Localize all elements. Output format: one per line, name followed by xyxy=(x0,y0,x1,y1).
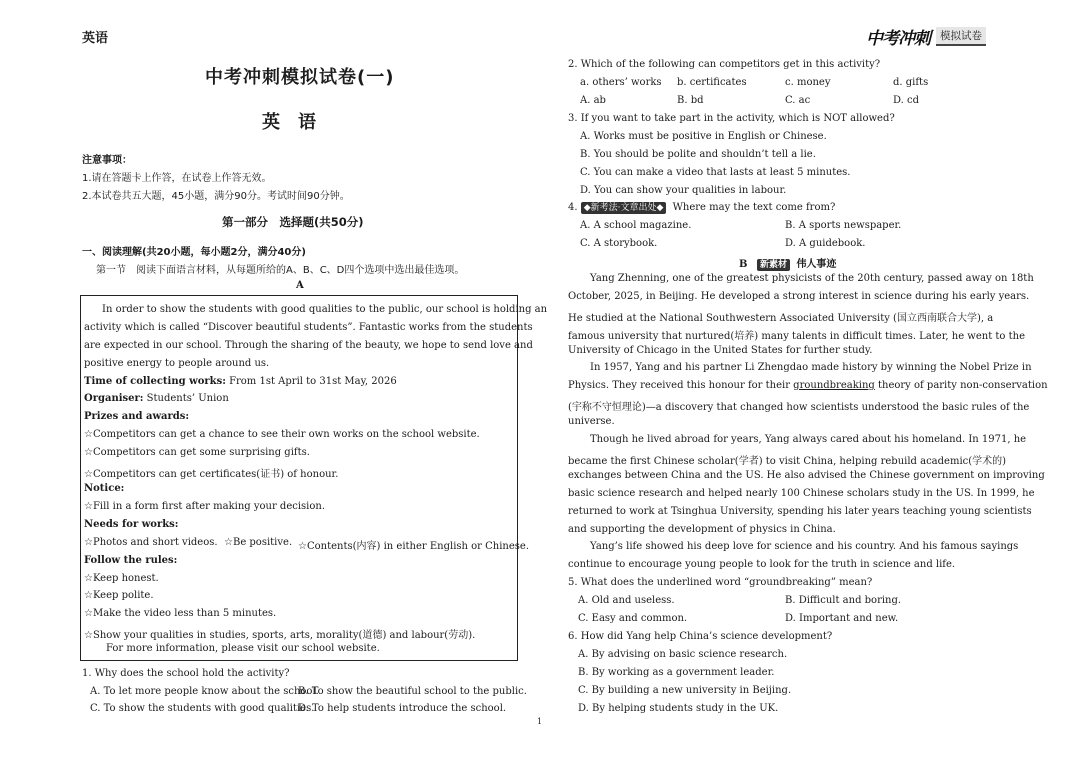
q2-item-a: a. others’ works xyxy=(580,77,662,88)
needs-item: ☆Contents(内容) in either English or Chinese. xyxy=(298,541,530,552)
passage-b-text: Physics. They received this honour for their xyxy=(568,380,794,391)
q3-option-b: B. You should be polite and shouldn’t tell a lie. xyxy=(580,149,816,160)
passage-b-line: returned to work at Tsinghua University, spending his later years teaching young scientists xyxy=(568,506,1032,517)
q3-option-d: D. You can show your qualities in labour. xyxy=(580,185,787,196)
passage-a-line: positive energy to people around us. xyxy=(84,358,270,369)
notice-item-2: 2.本试卷共五大题，45小题，满分90分。考试时间90分钟。 xyxy=(82,191,350,202)
question-2: 2. Which of the following can competitors get in this activity? xyxy=(568,59,881,70)
passage-a-line: activity which is called “Discover beautiful students”. Fantastic works from the students xyxy=(84,322,533,333)
q5-option-b: B. Difficult and boring. xyxy=(785,595,902,606)
needs-label: Needs for works: xyxy=(84,519,179,530)
rule-item: ☆Keep honest. xyxy=(84,573,159,584)
q4-text: Where may the text come from? xyxy=(672,202,836,213)
q2-option-d: D. cd xyxy=(893,95,920,106)
paper-subtitle: 英 语 xyxy=(262,112,316,133)
passage-b-tag: 新素材 xyxy=(757,259,790,271)
q1-option-d: D. To help students introduce the school. xyxy=(298,703,507,714)
question-3: 3. If you want to take part in the activity, which is NOT allowed? xyxy=(568,113,895,124)
passage-b-text: theory of parity non-conservation xyxy=(874,380,1048,391)
q1-option-c: C. To show the students with good qualities. xyxy=(90,703,315,714)
q2-item-c: c. money xyxy=(785,77,831,88)
q2-item-d: d. gifts xyxy=(893,77,929,88)
question-4 xyxy=(568,202,835,214)
part-one-heading: 第一部分 选择题(共50分) xyxy=(222,215,364,229)
question-5: 5. What does the underlined word “groundbreaking” mean? xyxy=(568,577,873,588)
passage-b-title: 伟人事迹 xyxy=(796,259,837,270)
needs-item: ☆Be positive. xyxy=(224,537,293,548)
prizes-label: Prizes and awards: xyxy=(84,411,190,422)
more-info: For more information, please visit our school website. xyxy=(106,643,380,654)
q4-number: 4. xyxy=(568,202,578,213)
brand-title: 中考冲刺 xyxy=(866,29,930,49)
q6-option-b: B. By working as a government leader. xyxy=(578,667,775,678)
notice-item-1: 1.请在答题卡上作答，在试卷上作答无效。 xyxy=(82,173,272,184)
paper-title: 中考冲刺模拟试卷(一) xyxy=(205,67,395,88)
passage-b-line: Though he lived abroad for years, Yang always cared about his homeland. In 1971, he xyxy=(590,434,1027,445)
passage-b-line: He studied at the National Southwestern Associated University (国立西南联合大学), a xyxy=(568,313,994,324)
q6-option-a: A. By advising on basic science research. xyxy=(578,649,788,660)
notice-heading: 注意事项： xyxy=(82,155,132,166)
q4-option-d: D. A guidebook. xyxy=(785,238,866,249)
brand-subtitle: 模拟试卷 xyxy=(936,27,986,46)
q5-option-c: C. Easy and common. xyxy=(578,613,688,624)
passage-b-line: (宇称不守恒理论)—a discovery that changed how scientists understood the basic rules of the xyxy=(568,402,1030,413)
q1-option-a: A. To let more people know about the school. xyxy=(90,686,319,697)
section-one-instructions: 第一节 阅读下面语言材料，从每题所给的A、B、C、D四个选项中选出最佳选项。 xyxy=(96,265,465,276)
page-mark: 1 xyxy=(537,717,543,726)
passage-b-line: became the first Chinese scholar(学者) to visit China, helping rebuild academic(学术的) xyxy=(568,456,1007,467)
passage-b-line: and supporting the development of physics in China. xyxy=(568,524,836,535)
prize-item: ☆Competitors can get some surprising gifts. xyxy=(84,447,310,458)
section-one-heading: 一、阅读理解(共20小题，每小题2分，满分40分) xyxy=(82,247,306,258)
rule-item: ☆Make the video less than 5 minutes. xyxy=(84,608,277,619)
organiser-value: Students’ Union xyxy=(143,393,229,404)
passage-b-line: University of Chicago in the United States for further study. xyxy=(568,345,873,356)
underlined-word: groundbreaking xyxy=(793,380,875,391)
passage-b-line: Yang’s life showed his deep love for science and his country. And his famous sayings xyxy=(590,541,1019,552)
passage-b-line: continue to encourage young people to look for the truth in science and life. xyxy=(568,559,956,570)
passage-b-line: exchanges between China and the US. He also advised the Chinese government on improving xyxy=(568,470,1045,481)
q6-option-c: C. By building a new university in Beijing. xyxy=(578,685,792,696)
q4-option-a: A. A school magazine. xyxy=(580,220,692,231)
organiser-label: Organiser: xyxy=(84,393,144,404)
passage-b-line: famous university that nurtured(培养) many talents in difficult times. Later, he went to the xyxy=(568,331,1026,342)
q2-item-b: b. certificates xyxy=(677,77,747,88)
notice-item: ☆Fill in a form first after making your decision. xyxy=(84,501,326,512)
passage-b-line: In 1957, Yang and his partner Li Zhengdao made history by winning the Nobel Prize in xyxy=(590,362,1032,373)
rule-item: ☆Keep polite. xyxy=(84,590,154,601)
passage-b-line: October, 2025, in Beijing. He developed a strong interest in science during his early years. xyxy=(568,291,1030,302)
organiser-row xyxy=(84,393,229,404)
q5-option-a: A. Old and useless. xyxy=(578,595,675,606)
prize-item: ☆Competitors can get certificates(证书) of honour. xyxy=(84,469,339,480)
passage-a-line: In order to show the students with good qualities to the public, our school is holding an xyxy=(102,304,548,315)
notice-label: Notice: xyxy=(84,483,125,494)
q4-tag: ◆新考法·文章出处◆ xyxy=(581,202,667,214)
passage-a-line: are expected in our school. Through the sharing of the beauty, we hope to send love and xyxy=(84,340,533,351)
q2-option-b: B. bd xyxy=(677,95,704,106)
needs-item: ☆Photos and short videos. xyxy=(84,537,218,548)
question-6: 6. How did Yang help China’s science development? xyxy=(568,631,833,642)
q6-option-d: D. By helping students study in the UK. xyxy=(578,703,779,714)
subject-tag: 英语 xyxy=(82,31,109,46)
prize-item: ☆Competitors can get a chance to see their own works on the school website. xyxy=(84,429,480,440)
rules-label: Follow the rules: xyxy=(84,555,178,566)
passage-b-line: basic science research and helped nearly 100 Chinese scholars study in the US. In 1999, he xyxy=(568,488,1035,499)
time-row xyxy=(84,376,397,387)
rule-item: ☆Show your qualities in studies, sports, arts, morality(道德) and labour(劳动). xyxy=(84,630,476,641)
q1-option-b: B. To show the beautiful school to the public. xyxy=(298,686,527,697)
q2-option-c: C. ac xyxy=(785,95,811,106)
q4-option-c: C. A storybook. xyxy=(580,238,658,249)
q5-option-d: D. Important and new. xyxy=(785,613,899,624)
q3-option-a: A. Works must be positive in English or Chinese. xyxy=(580,131,827,142)
time-value: From 1st April to 31st May, 2026 xyxy=(225,376,397,387)
q3-option-c: C. You can make a video that lasts at least 5 minutes. xyxy=(580,167,851,178)
q4-option-b: B. A sports newspaper. xyxy=(785,220,902,231)
passage-b-label: B xyxy=(739,259,748,270)
passage-a-label: A xyxy=(296,280,304,291)
question-1: 1. Why does the school hold the activity? xyxy=(82,668,290,679)
passage-b-heading xyxy=(739,255,836,271)
time-label: Time of collecting works: xyxy=(84,376,226,387)
passage-b-line: universe. xyxy=(568,416,615,427)
passage-b-line xyxy=(568,380,1048,391)
brand-logo xyxy=(866,24,1002,49)
passage-b-line: Yang Zhenning, one of the greatest physicists of the 20th century, passed away on 18th xyxy=(590,273,1034,284)
q2-option-a: A. ab xyxy=(580,95,606,106)
